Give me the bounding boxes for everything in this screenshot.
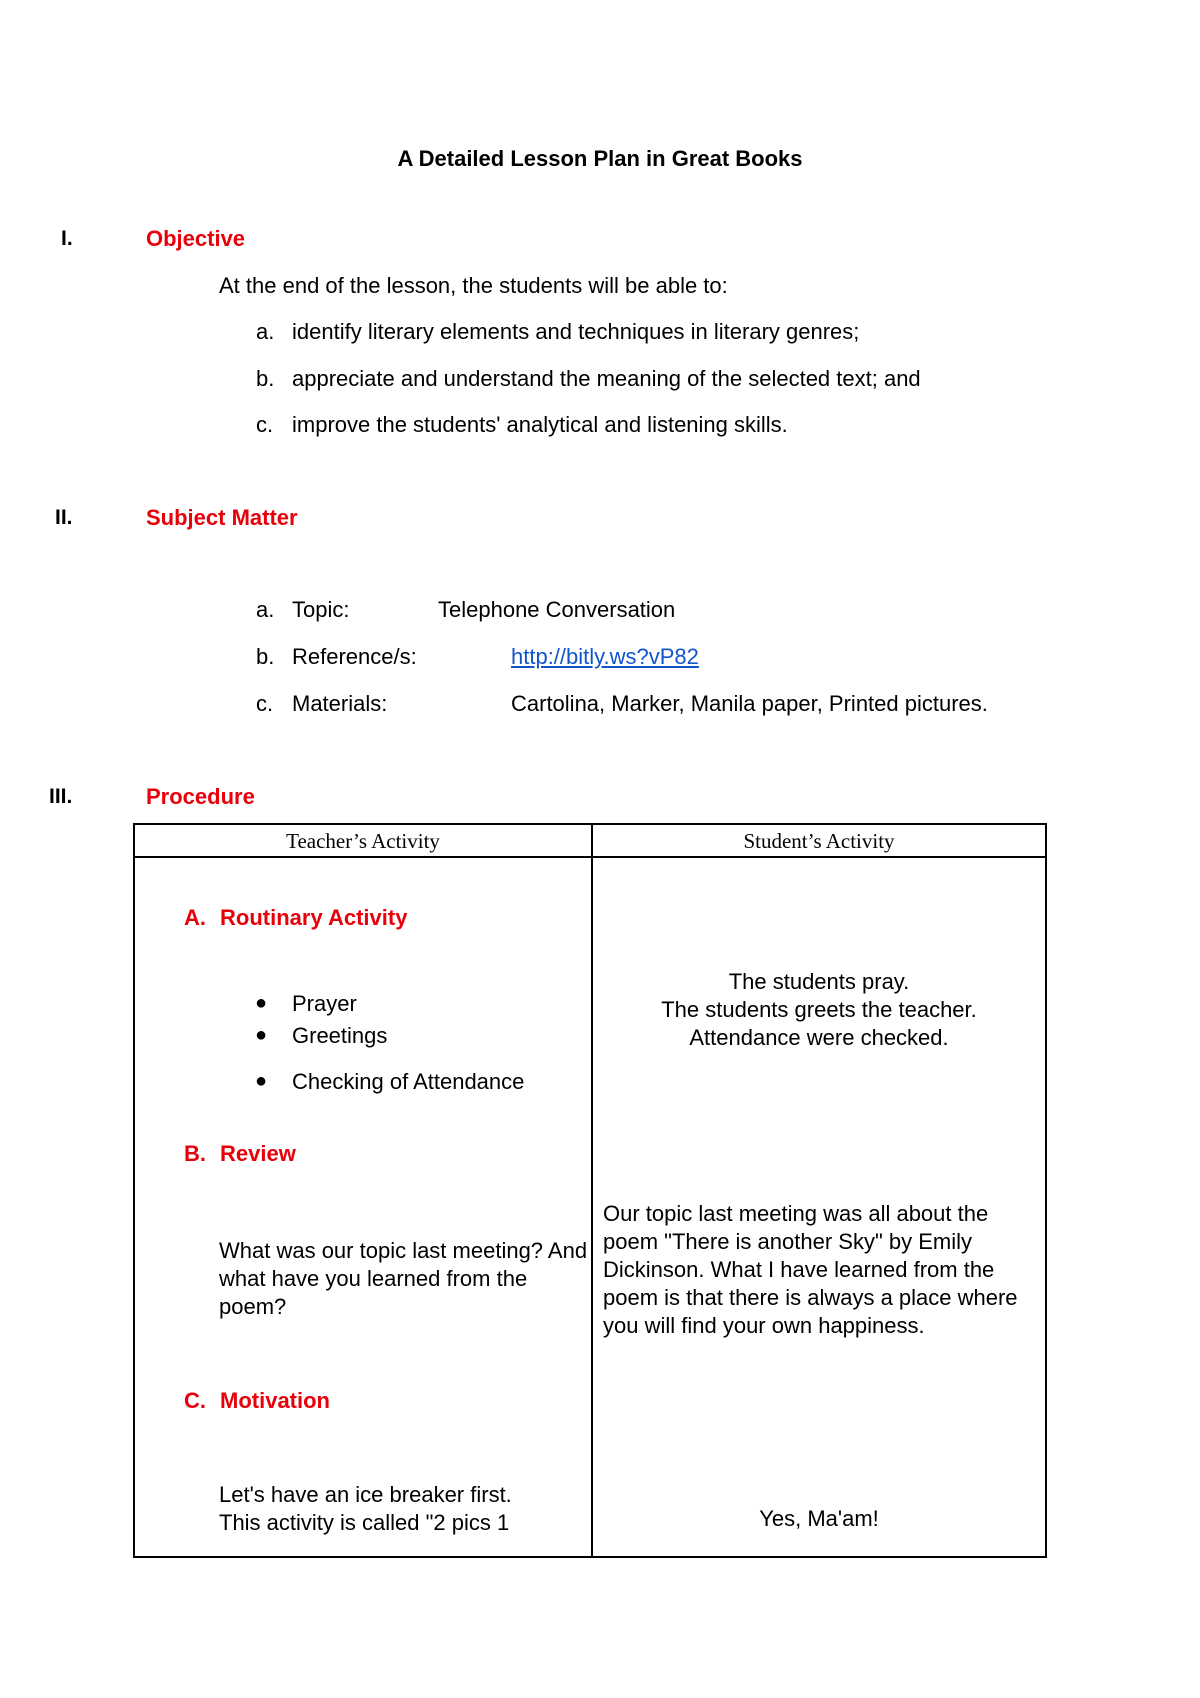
- routinary-letter: A.: [184, 905, 206, 930]
- section-heading-objective: Objective: [146, 226, 246, 251]
- objective-item-letter: c.: [256, 412, 274, 437]
- subject-topic-value: Telephone Conversation: [438, 597, 676, 622]
- motivation-teacher-prompt: [219, 1481, 589, 1537]
- subject-item-letter: a.: [256, 597, 275, 622]
- motivation-student-response: Yes, Ma'am!: [759, 1506, 879, 1531]
- routinary-item: Greetings: [292, 1023, 388, 1048]
- section-heading-subject-matter: Subject Matter: [146, 505, 298, 530]
- motivation-line: This activity is called "2 pics 1: [219, 1510, 510, 1535]
- reference-link[interactable]: http://bitly.ws?vP82: [511, 644, 699, 669]
- student-response-line: The students greets the teacher.: [661, 997, 977, 1022]
- student-response-line: Attendance were checked.: [689, 1025, 949, 1050]
- objective-item-text: appreciate and understand the meaning of the selected text; and: [292, 366, 921, 391]
- objective-intro: At the end of the lesson, the students will be able to:: [219, 273, 728, 298]
- column-header-teacher: Teacher’s Activity: [286, 829, 440, 853]
- bullet-icon: ●: [255, 992, 268, 1014]
- review-teacher-question: What was our topic last meeting? And what have you learned from the poem?: [219, 1238, 588, 1319]
- objective-item-letter: b.: [256, 366, 275, 391]
- table-header-row: [135, 825, 1045, 858]
- review-student-answer: Our topic last meeting was all about the poem "There is another Sky" by Emily Dickinson. What I have learned from the poem is that there is always a place where you will find your own happiness.: [603, 1201, 1018, 1338]
- subject-item-letter: c.: [256, 691, 274, 716]
- bullet-icon: ●: [255, 1024, 268, 1046]
- objective-item-letter: a.: [256, 319, 275, 344]
- subject-materials-value: Cartolina, Marker, Manila paper, Printed pictures.: [511, 691, 988, 716]
- subject-topic-label: Topic:: [292, 597, 350, 622]
- subject-reference-label: Reference/s:: [292, 644, 417, 669]
- subject-materials-label: Materials:: [292, 691, 388, 716]
- routinary-heading: Routinary Activity: [220, 905, 408, 930]
- column-header-student: Student’s Activity: [743, 829, 895, 853]
- review-letter: B.: [184, 1141, 206, 1166]
- routinary-item: Checking of Attendance: [292, 1069, 525, 1094]
- objective-item-text: improve the students' analytical and listening skills.: [292, 412, 788, 437]
- motivation-letter: C.: [184, 1388, 206, 1413]
- subject-item-letter: b.: [256, 644, 275, 669]
- motivation-line: Let's have an ice breaker first.: [219, 1482, 512, 1507]
- section-number-subject-matter: II.: [55, 506, 73, 529]
- page-title: A Detailed Lesson Plan in Great Books: [397, 146, 803, 171]
- student-response-line: The students pray.: [728, 969, 910, 994]
- motivation-heading: Motivation: [220, 1388, 330, 1413]
- routinary-student-response: [593, 968, 1045, 1052]
- bullet-icon: ●: [255, 1070, 268, 1092]
- routinary-item: Prayer: [292, 991, 357, 1016]
- section-number-objective: I.: [61, 227, 73, 250]
- column-divider: [591, 825, 593, 1556]
- objective-item-text: identify literary elements and techniques in literary genres;: [292, 319, 860, 344]
- section-heading-procedure: Procedure: [146, 784, 255, 809]
- procedure-table: [133, 823, 1047, 1558]
- section-number-procedure: III.: [49, 785, 73, 808]
- review-heading: Review: [220, 1141, 296, 1166]
